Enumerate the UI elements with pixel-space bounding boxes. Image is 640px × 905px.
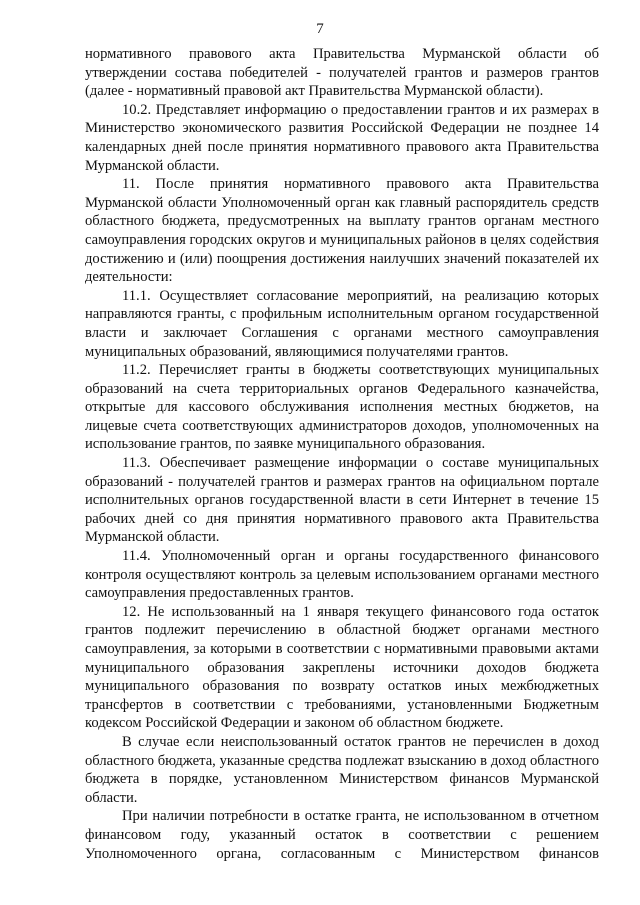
paragraph-12: 12. Не использованный на 1 января текущего финансового года остаток грантов подлежит перечислению в областной бюджет органами местного самоуправления, за которыми в соответствии с нормативными правовыми актами муниципального образования закреплены источники доходов бюджета муниципального образования по возврату остатков иных межбюджетных трансфертов в соответствии с требованиями, установленными Бюджетным кодексом Российской Федерации и законом об областном бюджете.	[85, 603, 599, 732]
paragraph-unspent-balance: В случае если неиспользованный остаток грантов не перечислен в доход областного бюджета, указанные средства подлежат взысканию в доход областного бюджета в порядке, установленном Министерством финансов Мурманской области.	[85, 733, 599, 806]
paragraph-11: 11. После принятия нормативного правового акта Правительства Мурманской области Уполномоченный орган как главный распорядитель средств областного бюджета, предусмотренных на выплату грантов органам местного самоуправления городских округов и муниципальных районов в целях содействия достижению и (или) поощрения достижения наилучших значений показателей их деятельности:	[85, 176, 599, 286]
page-number: 7	[316, 21, 324, 37]
paragraph-10-2: 10.2. Представляет информацию о предоставлении грантов и их размерах в Министерство экономического развития Российской Федерации не позднее 14 календарных дней после принятия нормативного правового акта Правительства Мурманской области.	[85, 101, 599, 174]
paragraph-11-2: 11.2. Перечисляет гранты в бюджеты соответствующих муниципальных образований на счета территориальных органов Федерального казначейства, открытые для кассового обслуживания исполнения местных бюджетов, на лицевые счета соответствующих администраторов доходов, уполномоченных на использование грантов, по заявке муниципального образования.	[85, 362, 599, 453]
document-body	[85, 45, 599, 863]
paragraph-balance-need: При наличии потребности в остатке гранта, не использованном в отчетном финансовом году, указанный остаток в соответствии с решением Уполномоченного органа, согласованным с Министерством финансов	[85, 808, 599, 862]
paragraph-11-1: 11.1. Осуществляет согласование мероприятий, на реализацию которых направляются гранты, с профильным исполнительным органом государственной власти и заключает Соглашения с органами местного самоуправления муниципальных образований, являющимися получателями грантов.	[85, 287, 599, 360]
paragraph-11-3: 11.3. Обеспечивает размещение информации о составе муниципальных образований - получателей грантов и размерах грантов на официальном портале исполнительных органов государственной власти в сети Интернет в течение 15 рабочих дней со дня принятия нормативного правового акта Правительства Мурманской области.	[85, 455, 599, 546]
paragraph-11-4: 11.4. Уполномоченный орган и органы государственного финансового контроля осуществляют контроль за целевым использованием органами местного самоуправления предоставленных грантов.	[85, 548, 599, 602]
paragraph-continuation: нормативного правового акта Правительства Мурманской области об утверждении состава победителей - получателей грантов и размеров грантов (далее - нормативный правовой акт Правительства Мурманской области).	[85, 46, 599, 100]
